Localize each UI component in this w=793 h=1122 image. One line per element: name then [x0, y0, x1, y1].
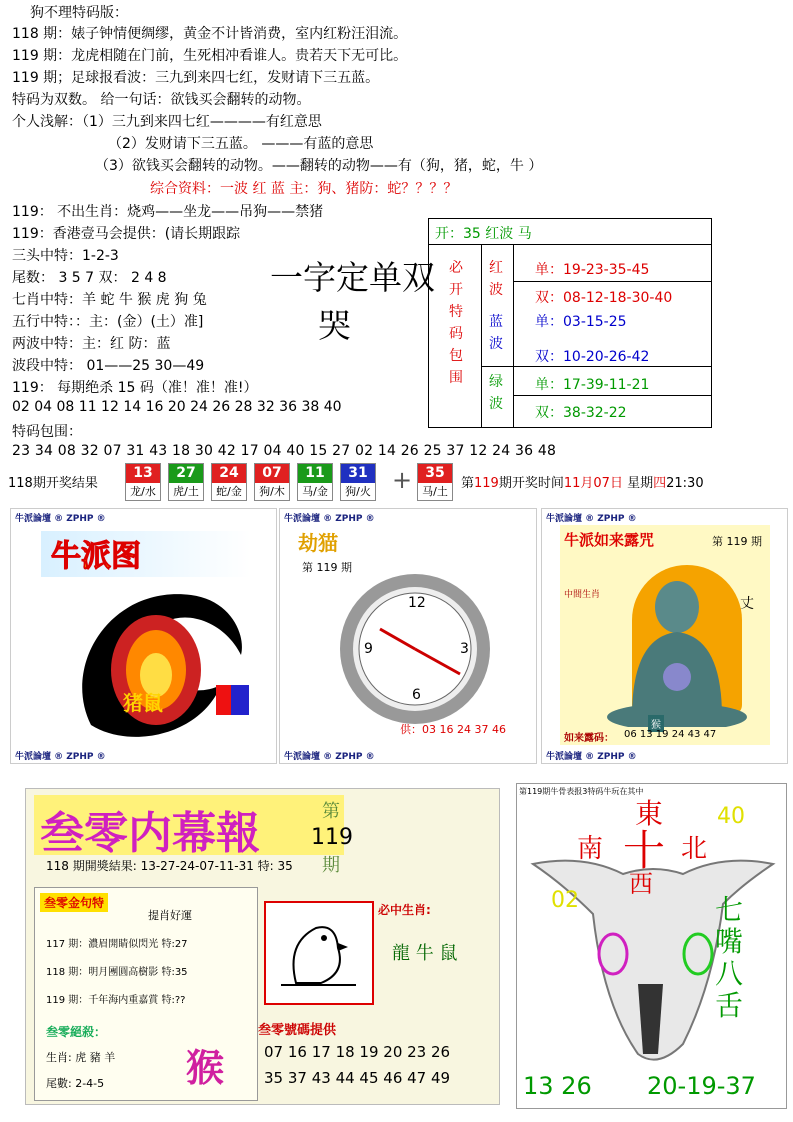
svg-text:12: 12 — [408, 595, 426, 611]
buddha-image — [602, 567, 752, 727]
skull-bottom-left: 13 26 — [523, 1072, 592, 1100]
skull-side-text: 七嘴八舌 — [715, 893, 744, 1022]
paper-title: 叁零内幕報 — [40, 808, 260, 859]
line-6: （2）发财请下三五蓝。 ———有蓝的意思 — [108, 136, 374, 152]
line-3: 119 期；足球报看波：三九到来四七红，发财请下三五蓝。 — [12, 70, 380, 86]
panel-clock: 牛派論壇 ® ZPHP ® 劫猫 第 119 期 12 3 6 9 供：03 16 24 37 46 牛派論壇 ® ZPHP ® — [279, 508, 537, 764]
table-kai: 开：35 红波 马 — [435, 226, 532, 242]
panel3-bottom-numbers: 06 13 19 24 43 47 — [624, 729, 717, 740]
paper-shengxiao: 生肖: 虎 豬 羊 — [46, 1051, 116, 1064]
bottom-numbers: 23 34 08 32 07 31 43 18 30 42 17 04 40 15 27 02 14 26 25 37 12 24 36 48 — [12, 443, 557, 459]
fire-swirl-image — [71, 575, 251, 750]
skull-south: 南 — [577, 834, 604, 864]
panel3-issue: 第 119 期 — [712, 535, 762, 548]
svg-text:9: 9 — [364, 641, 373, 657]
panel-fire: 牛派論壇 ® ZPHP ® 牛派論壇 ® ZPHP ® 牛派图 猪鼠 — [10, 508, 277, 764]
special-code-table — [428, 218, 712, 428]
paper-item-0: 117 期：濃眉開睛似閃光 特:27 — [46, 939, 188, 950]
line-5: 个人浅解：（1）三九到来四七红————有红意思 — [12, 114, 322, 130]
skull-n40: 40 — [717, 804, 745, 829]
paper-issue-top: 第 — [322, 801, 340, 822]
big-text-1: 一字定单双 — [270, 258, 435, 297]
result-ball: 24 蛇/金 — [211, 463, 247, 501]
panel3-badge: 猴 — [648, 715, 664, 732]
svg-text:3: 3 — [460, 641, 469, 657]
svg-text:6: 6 — [412, 687, 421, 703]
skull-bottom-right: 20-19-37 — [647, 1072, 756, 1100]
clock-image — [320, 569, 510, 729]
skull-ten: 十 — [623, 826, 666, 875]
paper-codes-1: 07 16 17 18 19 20 23 26 — [264, 1043, 451, 1061]
left-list-3: 尾数： 3 5 7 双： 2 4 8 — [12, 270, 167, 286]
left-list-10: 特码包围： — [12, 424, 82, 440]
paper-weishu: 尾數: 2-4-5 — [46, 1077, 105, 1090]
panel-buddha: 牛派論壇 ® ZPHP ® 牛派如来露咒 第 119 期 中間生肖 丈 猴 如来露码： 06 13 19 24 43 47 牛派論壇 ® ZPHP ® — [541, 508, 788, 764]
bird-image — [276, 913, 358, 989]
skull-east: 東 — [635, 797, 664, 830]
left-list-6: 两波中特：主：红 防：蓝 — [12, 336, 171, 352]
table-row-5: 双：38-32-22 — [535, 405, 627, 421]
panel1-center-text: 猪鼠 — [123, 691, 163, 715]
green-wave-label: 绿波 — [489, 374, 503, 412]
result-ball: 13 龙/水 — [125, 463, 161, 501]
summary-line: 综合资料：一波 红 蓝 主：狗、猪防：蛇？？？？ — [150, 181, 458, 197]
page-header: 狗不理特码版： — [30, 5, 128, 21]
paper-code-title: 叁零號碼提供 — [258, 1023, 337, 1038]
left-list-9: 02 04 08 11 12 14 16 20 24 26 28 32 36 38 40 — [12, 399, 342, 415]
line-4: 特码为双数。 给一句话：欲钱买会翻转的动物。 — [12, 92, 311, 108]
big-text-2: 哭 — [318, 306, 351, 345]
skull-n02: 02 — [551, 888, 579, 913]
left-list-0: 119： 不出生肖：烧鸡——坐龙——吊狗——禁猪 — [12, 204, 324, 220]
line-7: （3）欲钱买会翻转的动物。——翻转的动物——有（狗，猪，蛇，牛 ） — [95, 158, 543, 174]
table-row-1: 双：08-12-18-30-40 — [535, 290, 673, 306]
left-list-1: 119：香港壹马会提供：(请长期跟踪 — [12, 226, 241, 242]
paper-item-2: 119 期：千年海内重嘉賞 特:?? — [46, 995, 186, 1006]
blue-wave-label: 蓝波 — [489, 314, 503, 352]
panel3-title: 牛派如来露咒 — [564, 531, 655, 549]
left-list-4: 七肖中特：羊 蛇 牛 猴 虎 狗 兔 — [12, 292, 207, 308]
skull-west: 西 — [629, 870, 653, 898]
paper-big-char: 猴 — [186, 1046, 225, 1090]
panel2-title: 劫猫 — [298, 531, 338, 555]
paper-must-zodiacs: 龍 牛 鼠 — [392, 943, 458, 964]
result-ball: 07 狗/木 — [254, 463, 290, 501]
skull-header: 第119期牛骨表报3特码牛玩在其中 — [519, 787, 644, 796]
line-2: 119 期：龙虎相随在门前，生死相冲看谁人。贵若天下无可比。 — [12, 48, 408, 64]
table-row-3: 双：10-20-26-42 — [535, 349, 650, 365]
panel3-side: 中間生肖 — [564, 590, 601, 600]
paper-issue: 119 — [311, 825, 353, 850]
table-side-label: 必开特码包围 — [449, 260, 463, 386]
paper-issue-bottom: 期 — [322, 855, 340, 876]
table-row-2: 单：03-15-25 — [535, 314, 627, 330]
special-ball: 35 马/土 — [417, 463, 453, 501]
panel2-numbers: 供：03 16 24 37 46 — [400, 723, 506, 736]
table-row-0: 单：19-23-35-45 — [535, 262, 650, 278]
left-list-2: 三头中特：1-2-3 — [12, 248, 119, 264]
panel1-title: 牛派图 — [51, 539, 141, 574]
paper-panel — [25, 788, 500, 1105]
panel3-bottom-label: 如来露码： — [564, 733, 614, 744]
left-list-5: 五行中特：：主：(金）(土）准] — [12, 314, 204, 330]
paper-box-title: 叁零金句特 — [40, 893, 108, 912]
panel2-issue: 第 119 期 — [302, 561, 352, 574]
skull-north: 北 — [681, 834, 708, 864]
skull-panel — [516, 783, 787, 1109]
paper-result: 118 期開獎結果: 13-27-24-07-11-31 特: 35 — [46, 859, 293, 873]
paper-item-1: 118 期：明月團圓高樹影 特:35 — [46, 967, 188, 978]
table-row-4: 单：17-39-11-21 — [535, 377, 650, 393]
paper-codes-2: 35 37 43 44 45 46 47 49 — [264, 1069, 451, 1087]
left-list-8: 119： 每期绝杀 15 码（准！准！准!） — [12, 380, 258, 396]
line-1: 118 期：婊子钟情便绸缪，黄金不计皆消费，室内红粉汪泪流。 — [12, 26, 408, 42]
red-wave-label: 红波 — [489, 260, 503, 298]
result-ball: 31 狗/火 — [340, 463, 376, 501]
plus-sign: + — [392, 466, 413, 494]
paper-must-label: 必中生肖: — [378, 903, 431, 917]
result-ball: 11 马/金 — [297, 463, 333, 501]
paper-jueji: 叁零絕殺： — [46, 1025, 107, 1039]
left-list-7: 波段中特： 01——25 30—49 — [12, 358, 205, 374]
panel3-char: 丈 — [740, 596, 754, 612]
next-draw: 第119期开奖时间11月07日 星期四21:30 — [461, 476, 704, 491]
result-label: 118期开奖结果 — [8, 476, 98, 491]
result-ball: 27 虎/土 — [168, 463, 204, 501]
paper-hint: 提肖好運 — [148, 909, 192, 922]
